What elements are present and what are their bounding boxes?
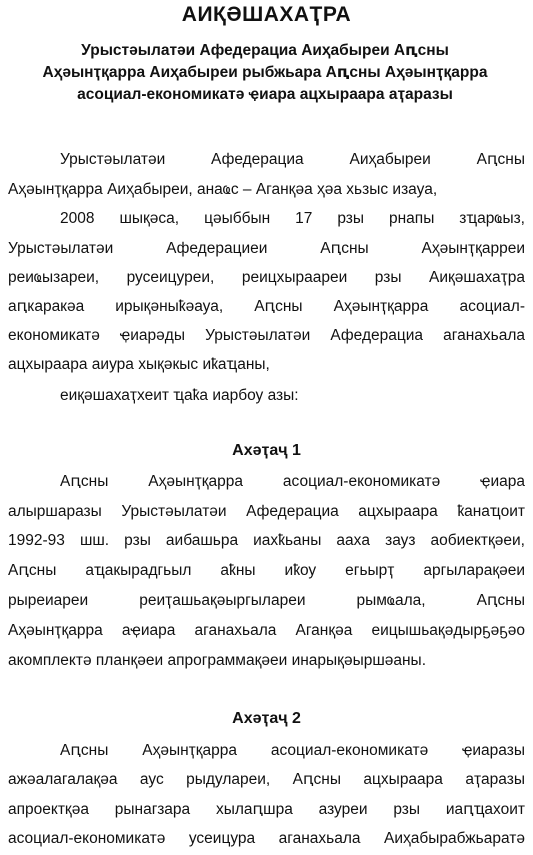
intro-line: Урыстәылатәи Афедерациеи Аԥсны Аҳәынҭқарреи	[8, 240, 525, 257]
intro-line: ацхыраара аиура хықәкыс иҟаҵаны,	[8, 356, 270, 373]
article-2-line: Аԥсны Аҳәынҭқарра асоциал-економикатә ҿиаразы	[60, 742, 525, 759]
article-1-line: акомплектә планқәеи апрограммақәеи инарықәыршәаны.	[8, 652, 427, 669]
article-2-line: асоциал-економикатә усеицура аганахьала Аиҳабырабжьаратә	[8, 830, 525, 847]
intro-line: економикатә ҿиарәды Урыстәылатәи Афедерациа аганахьала	[8, 327, 525, 344]
document-subtitle	[30, 40, 500, 106]
article-2-line: ажәалагалақәа аус рыдуларeи, Аԥсны ацхыраара аҭаразы	[8, 771, 525, 788]
article-1-line: 1992-93 шш. рзы аибашьра иахҟьаны аахa зауз аобиектқәеи,	[8, 532, 525, 549]
article-2-line: апроектқәа рынагзара хылаԥшра азуреи рзы иаԥҵахоит	[8, 801, 525, 818]
intro-line: аԥкаракәа ирықәныҟәауа, Аԥсны Аҳәынҭқарра асоциал-	[8, 298, 525, 315]
intro-line: Аҳәынҭқарра Аиҳабыреи, анаҩс – Аганқәа ҳәа хьзыс изауа,	[8, 181, 438, 198]
subtitle-line: Аҳәынҭқарра Аиҳабыреи рыбжьара Аԥсны Аҳәынҭқарра	[42, 64, 488, 81]
intro-line: 2008 шықәса, цәыббын 17 рзы рнапы зҵарҩыз,	[60, 210, 525, 227]
article-1-line: алыршаразы Урыстәылатәи Афедерациа ацхыраара ҟанаҵоит	[8, 503, 525, 520]
article-1-line: Аԥсны Аҳәынҭқарра асоциал-економикатә ҿиара	[60, 473, 525, 490]
article-1-heading: Ахәҭаҷ 1	[232, 442, 301, 459]
document-title: АИҚӘШАХАҬРА	[181, 3, 352, 26]
intro-line: еиқәшахаҭхеит ҵаҟа иарбоу азы:	[60, 387, 299, 404]
article-2-heading: Ахәҭаҷ 2	[232, 710, 301, 727]
article-1-line: Аҳәынҭқарра аҿиара аганахьала Аганқәа еицышьақәдырҕәҕәо	[8, 622, 525, 639]
intro-line: реиҩызареи, русеицуреи, реицхыраареи рзы Аиқәшахаҭра	[8, 269, 525, 286]
article-1-line: рыреиареи реиҭашьақәыргылареи рымҩала, Аԥсны	[8, 592, 525, 609]
article-1-line: Аԥсны аҵакырадгьыл аҟны иҟоу егьырҭ аргыларақәеи	[8, 562, 525, 579]
intro-line: Урыстәылатәи Афедерациа Аиҳабыреи Аԥсны	[60, 151, 525, 168]
subtitle-line: Урыстәылатәи Афедерациа Аиҳабыреи Аԥсны	[81, 42, 449, 59]
subtitle-line: асоциал-економикатә ҿиара ацхыраара аҭаразы	[77, 86, 453, 103]
